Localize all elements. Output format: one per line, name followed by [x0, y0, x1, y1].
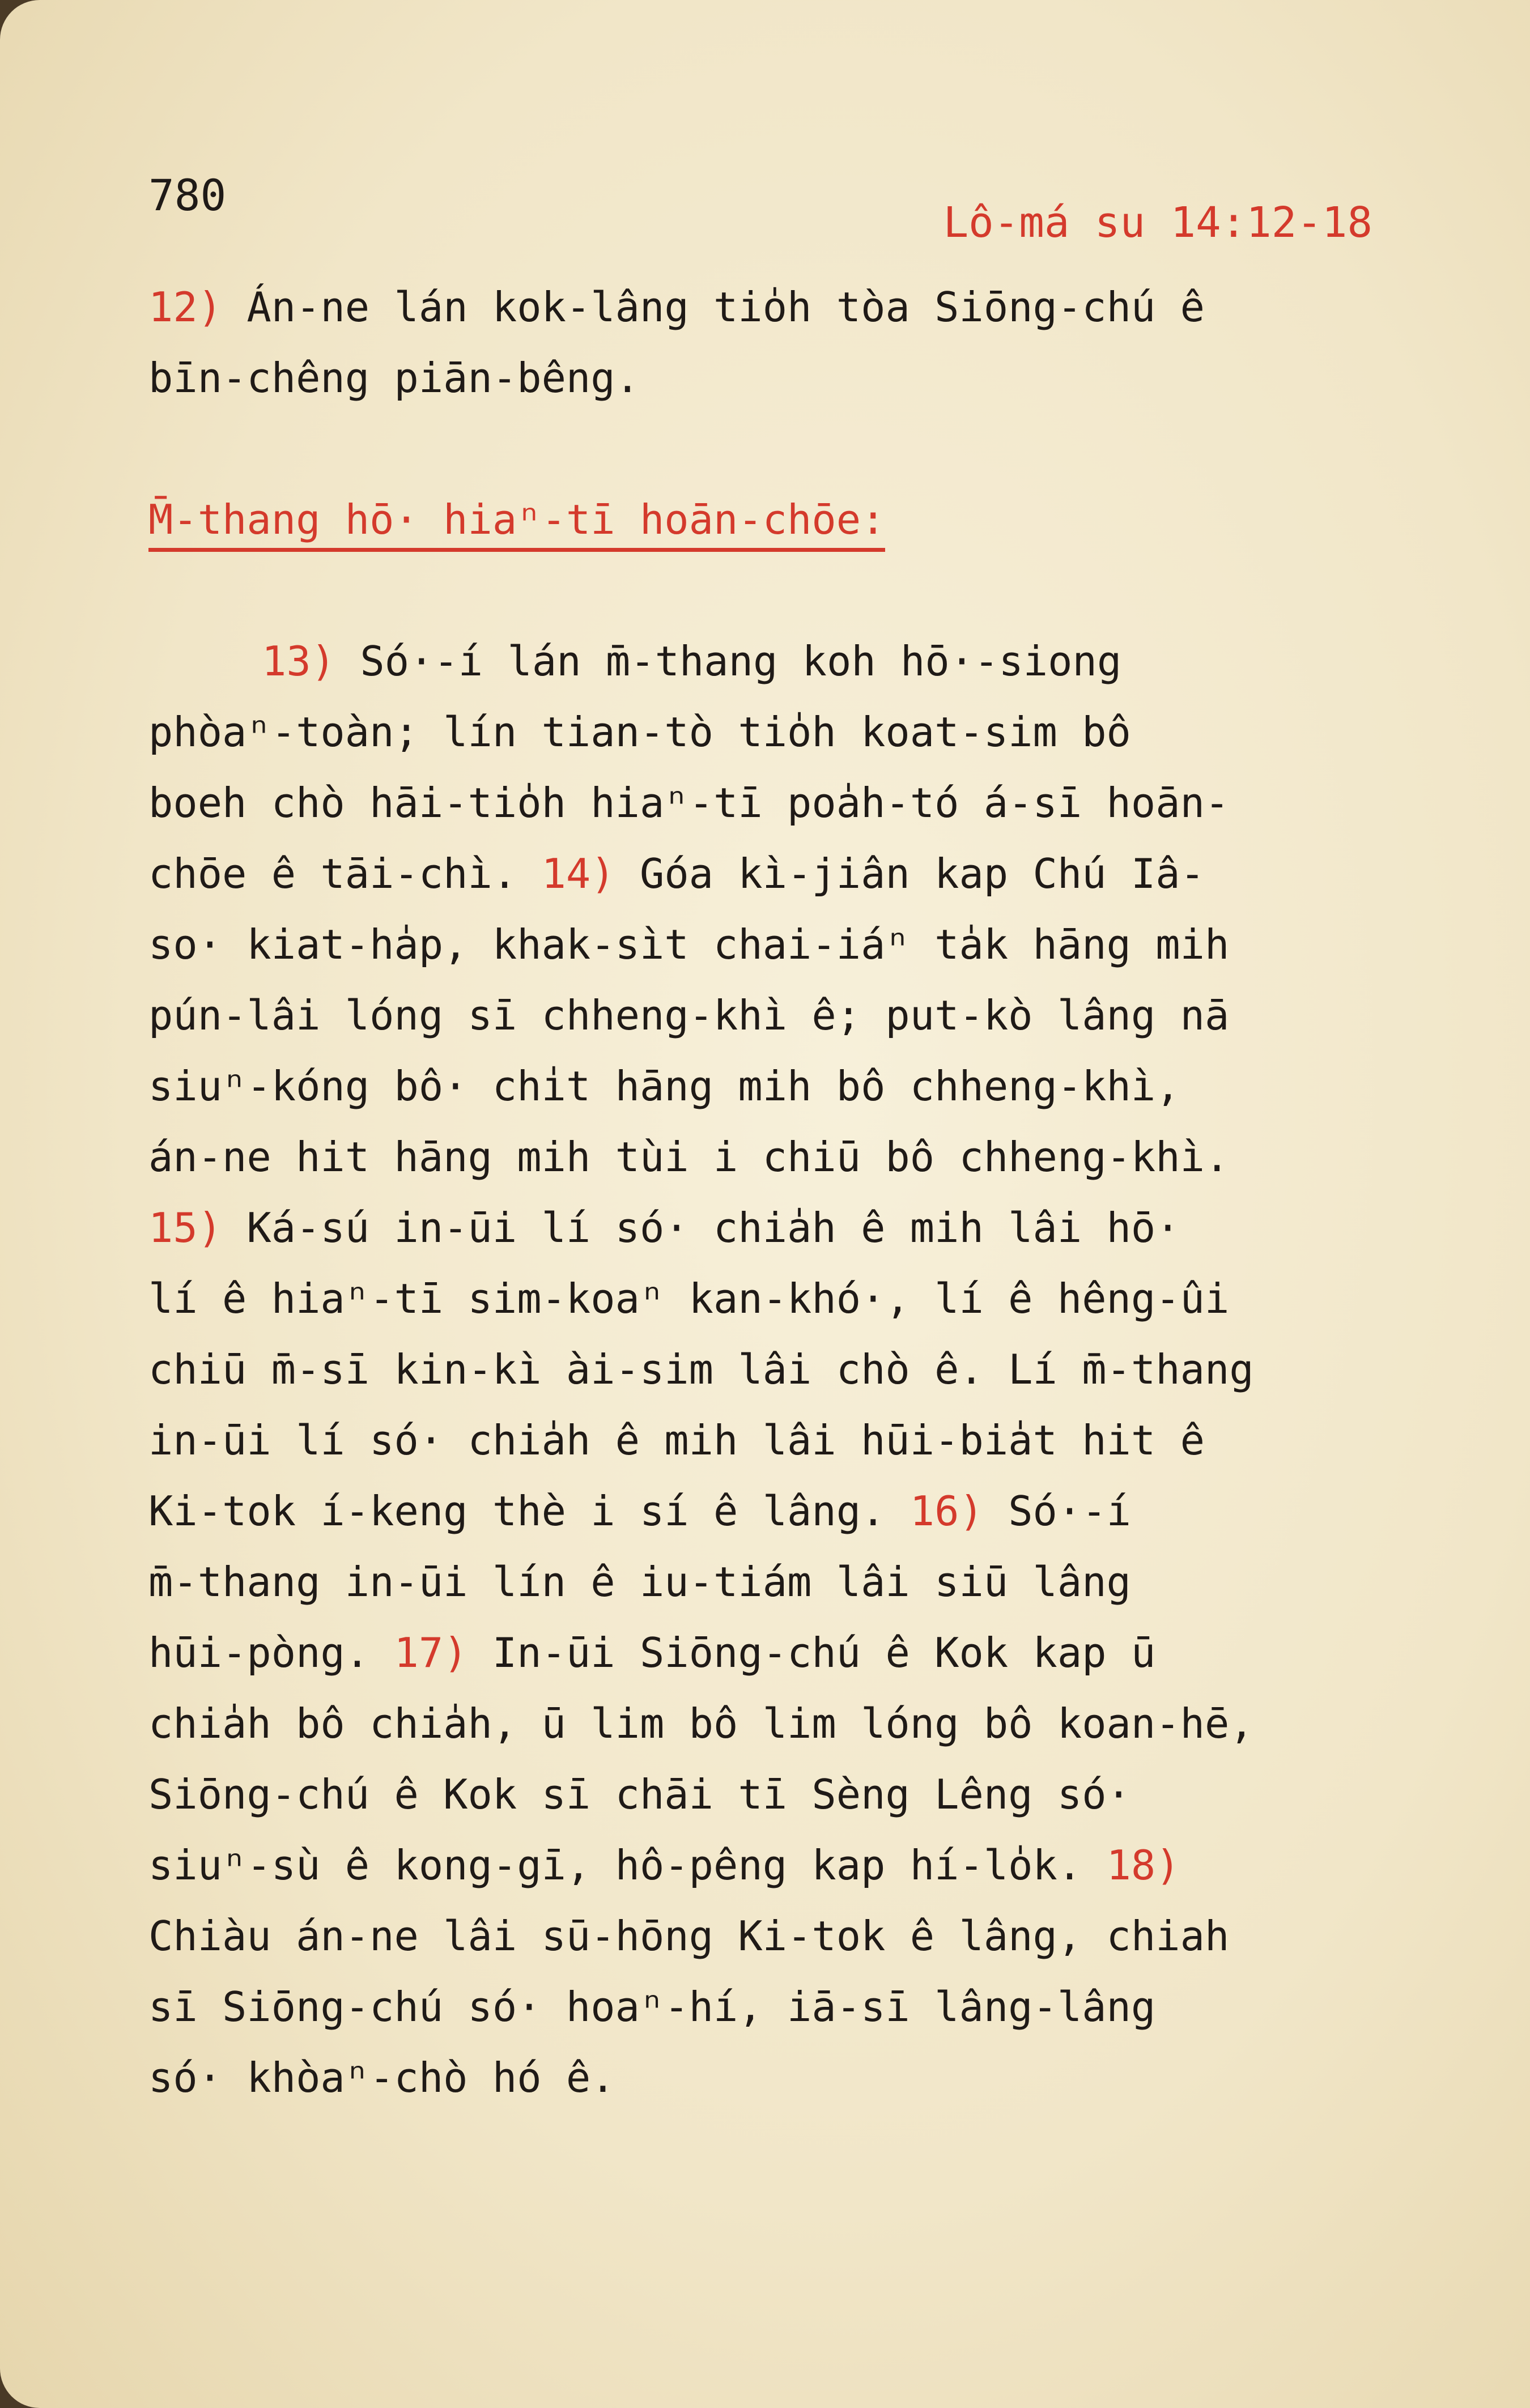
- text-line: án-ne hit hāng mih tùi i chiū bô chheng-khì.: [148, 1133, 1230, 1181]
- section-heading: M̄-thang hō· hiaⁿ-tī hoān-chōe:: [148, 491, 885, 552]
- text-line: in-ūi lí só· chia̍h ê mih lâi hūi-bia̍t hit ê: [148, 1416, 1205, 1464]
- text-line: so· kiat-ha̍p, khak-sìt chai-iáⁿ ta̍k hāng mih: [148, 921, 1230, 968]
- section-heading-line: [148, 484, 1452, 555]
- text-line: chiū m̄-sī kin-kì ài-sim lâi chò ê. Lí m̄-thang: [148, 1346, 1254, 1393]
- verse-number: 12): [148, 283, 223, 331]
- text-line: hūi-pòng. 17) In-ūi Siōng-chú ê Kok kap ū: [148, 1629, 1156, 1677]
- text-line: m̄-thang in-ūi lín ê iu-tiám lâi siū lâng: [148, 1558, 1131, 1606]
- verse-number: 16): [910, 1487, 984, 1535]
- text-line: pún-lâi lóng sī chheng-khì ê; put-kò lâng nā: [148, 992, 1230, 1039]
- text-line: Siōng-chú ê Kok sī chāi tī Sèng Lêng só·: [148, 1771, 1131, 1818]
- text-line: chia̍h bô chia̍h, ū lim bô lim lóng bô koan-hē,: [148, 1700, 1254, 1747]
- text-line: Chiàu án-ne lâi sū-hōng Ki-tok ê lâng, chiah: [148, 1912, 1230, 1960]
- text-line: só· khòaⁿ-chò hó ê.: [148, 2054, 615, 2101]
- page-number: 780: [148, 170, 227, 220]
- text-line: Ki-tok í-keng thè i sí ê lâng. 16) Só·-í: [148, 1487, 1131, 1535]
- verse-number: 17): [394, 1629, 468, 1677]
- text-line: 13) Só·-í lán m̄-thang koh hō·-siong: [262, 637, 1122, 685]
- text-line: bīn-chêng piān-bêng.: [148, 354, 640, 402]
- verse-number: 14): [541, 850, 615, 897]
- verse-number: 13): [262, 637, 336, 685]
- text-line: 12) Án-ne lán kok-lâng tio̍h tòa Siōng-chú ê: [148, 283, 1205, 331]
- verse-number: 15): [148, 1204, 223, 1252]
- text-line: siuⁿ-sù ê kong-gī, hô-pêng kap hí-lo̍k. 18): [148, 1841, 1180, 1889]
- running-head: Lô-má su 14:12-18: [943, 198, 1372, 247]
- text-line: chōe ê tāi-chì. 14) Góa kì-jiân kap Chú Iâ-: [148, 850, 1205, 897]
- text-line: boeh chò hāi-tio̍h hiaⁿ-tī poa̍h-tó á-sī hoān-: [148, 779, 1230, 827]
- verse-number: 18): [1106, 1841, 1180, 1889]
- text-line: siuⁿ-kóng bô· chi̍t hāng mih bô chheng-khì,: [148, 1062, 1180, 1110]
- text-line: 15) Ká-sú in-ūi lí só· chia̍h ê mih lâi hō·: [148, 1204, 1180, 1252]
- text-line: lí ê hiaⁿ-tī sim-koaⁿ kan-khó·, lí ê hêng-ûi: [148, 1275, 1230, 1322]
- page-header: [148, 170, 1372, 247]
- text-line: sī Siōng-chú só· hoaⁿ-hí, iā-sī lâng-lâng: [148, 1983, 1156, 2031]
- text-line: phòaⁿ-toàn; lín tian-tò tio̍h koat-sim bô: [148, 708, 1131, 756]
- body-text: [148, 272, 1452, 2113]
